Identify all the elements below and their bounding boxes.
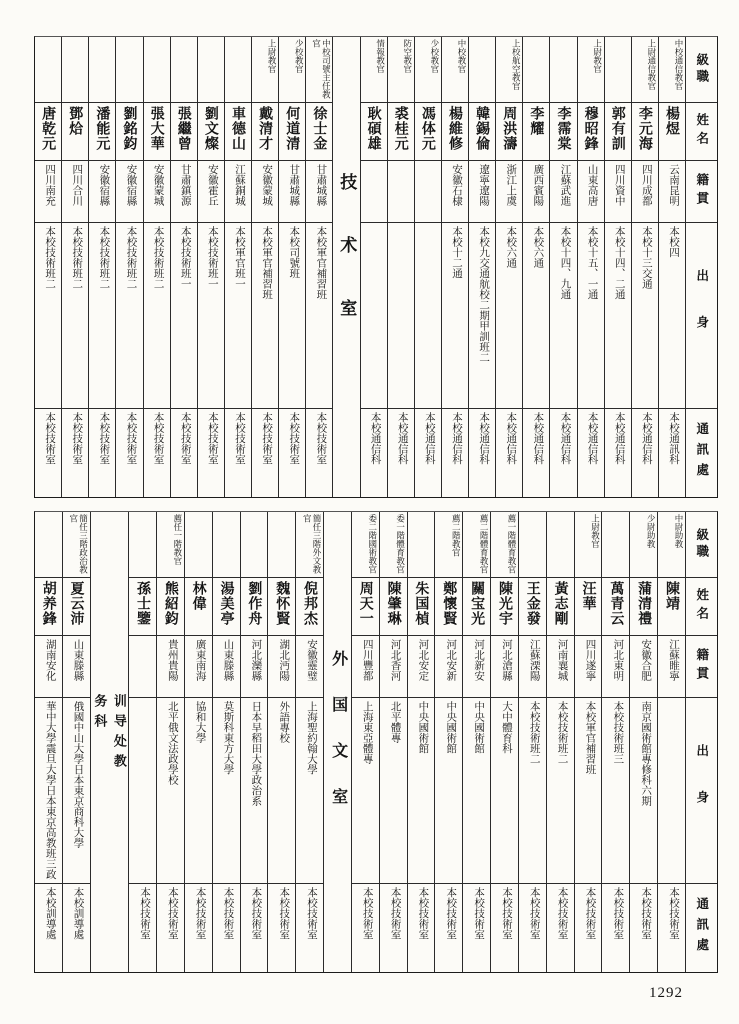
person-address: 本校通信科 (396, 412, 408, 465)
person-rank (519, 512, 546, 578)
person-native-place: 江蘇睢寧 (658, 636, 685, 698)
person-origin: 莫斯科東方大學 (213, 698, 240, 884)
person-address: 本校技術室 (152, 412, 164, 465)
person-rank: 少校教官 (279, 37, 305, 103)
row-label-column (685, 37, 717, 497)
person-address: 本校訓導處 (72, 887, 84, 940)
person-origin: 俄國中山大學日本東京商科大學 (63, 698, 90, 884)
person-name: 鄭懷賢 (435, 578, 462, 636)
person-rank (35, 512, 62, 578)
person-address: 本校技術室 (138, 887, 150, 940)
person-address: 本校技術室 (584, 887, 596, 940)
person-name: 唐乾元 (35, 103, 61, 161)
person-name: 熊紹鈞 (157, 578, 184, 636)
row-label-origin: 出身 (686, 698, 717, 884)
person-address: 本校技術室 (44, 412, 56, 465)
person-native-place: 四川豐都 (352, 636, 379, 698)
person-address: 本校技術室 (250, 887, 262, 940)
person-name: 裘桂元 (388, 103, 414, 161)
person-column (62, 512, 90, 972)
person-column (170, 37, 197, 497)
person-origin: 本校十五、一通 (578, 223, 604, 409)
person-rank: 上尉教官 (252, 37, 278, 103)
person-address: 本校技術室 (222, 887, 234, 940)
row-label-column (685, 512, 717, 972)
person-column (35, 37, 61, 497)
person-column (240, 512, 268, 972)
person-column (184, 512, 212, 972)
person-origin (129, 698, 156, 884)
person-column (604, 37, 631, 497)
person-native-place: 江蘇銅城 (225, 161, 251, 223)
person-column (351, 512, 379, 972)
person-address: 本校技術室 (500, 887, 512, 940)
person-address: 本校通信科 (505, 412, 517, 465)
row-label-name: 姓名 (686, 103, 717, 161)
person-name: 張大華 (144, 103, 170, 161)
person-native-place: 安徽合肥 (630, 636, 657, 698)
person-column (490, 512, 518, 972)
person-column (278, 37, 305, 497)
person-column (88, 37, 115, 497)
person-column (156, 512, 184, 972)
person-origin: 日本早稻田大學政治系 (241, 698, 268, 884)
person-rank (62, 37, 88, 103)
person-origin: 本校技術班一 (198, 223, 224, 409)
person-column (295, 512, 323, 972)
person-column (128, 512, 156, 972)
person-native-place: 安徽霍丘 (198, 161, 224, 223)
person-name: 魏怀賢 (268, 578, 295, 636)
person-origin: 南京國術館專修科六期 (630, 698, 657, 884)
person-rank (469, 37, 495, 103)
person-name: 鄧烚 (62, 103, 88, 161)
person-name: 倪邦杰 (296, 578, 323, 636)
person-rank: 簡任三階外文教官 (296, 512, 323, 578)
person-origin: 本校技術班三 (602, 698, 629, 884)
page-number: 1292 (649, 985, 683, 1001)
person-origin (388, 223, 414, 409)
person-name: 郭有訓 (605, 103, 631, 161)
person-rank (35, 37, 61, 103)
person-origin (361, 223, 387, 409)
person-rank (116, 37, 142, 103)
person-name: 車德山 (225, 103, 251, 161)
person-column (601, 512, 629, 972)
personnel-table-jishushi (34, 36, 718, 498)
person-column (305, 37, 332, 497)
person-name: 徐士金 (306, 103, 332, 161)
person-column (387, 37, 414, 497)
person-rank: 上尉教官 (575, 512, 602, 578)
person-origin: 中央國術館 (408, 698, 435, 884)
person-rank: 簡任三階政治教官 (63, 512, 90, 578)
person-native-place: 廣東南海 (185, 636, 212, 698)
person-native-place: 河北安定 (408, 636, 435, 698)
person-native-place: 河北東明 (602, 636, 629, 698)
person-name: 陳靖 (658, 578, 685, 636)
person-address: 本校技術室 (234, 412, 245, 465)
person-origin: 本校技術班二 (89, 223, 115, 409)
person-native-place: 四川資中 (605, 161, 631, 223)
section-label-column (323, 512, 351, 972)
person-origin: 本校技術班二 (547, 698, 574, 884)
person-rank (605, 37, 631, 103)
section-label: 外国文室 (329, 650, 347, 834)
person-native-place (129, 636, 156, 698)
person-name: 汪華 (575, 578, 602, 636)
row-label-comm: 通訊處 (694, 422, 709, 484)
person-rank (213, 512, 240, 578)
person-native-place: 河北新安 (463, 636, 490, 698)
person-column (518, 512, 546, 972)
person-native-place (361, 161, 387, 223)
person-column (631, 37, 658, 497)
person-rank: 中校司號主任教官 (306, 37, 332, 103)
person-address: 本校技術室 (98, 412, 110, 465)
person-column (267, 512, 295, 972)
person-column (434, 512, 462, 972)
person-address: 本校技術室 (556, 887, 568, 940)
person-address: 本校技術室 (445, 887, 457, 940)
person-rank (547, 512, 574, 578)
person-address: 本校技術室 (179, 412, 191, 465)
person-name: 戴清才 (252, 103, 278, 161)
person-native-place: 河北安新 (435, 636, 462, 698)
person-rank: 薦二階教官 (435, 512, 462, 578)
person-native-place: 云南昆明 (659, 161, 685, 223)
person-origin: 外語專校 (268, 698, 295, 884)
person-origin: 北平俄文法政學校 (157, 698, 184, 884)
person-rank (225, 37, 251, 103)
person-origin: 本校技術班一 (171, 223, 197, 409)
person-origin: 本校技術班二 (62, 223, 88, 409)
person-origin: 協和大學 (185, 698, 212, 884)
person-name: 夏云沛 (63, 578, 90, 636)
person-address: 本校通信科 (478, 412, 490, 465)
person-address: 本校技術室 (315, 412, 327, 465)
person-address: 本校通訊科 (668, 412, 679, 465)
person-column (522, 37, 549, 497)
row-label-rank: 級職 (686, 37, 717, 103)
person-name: 萬青云 (602, 578, 629, 636)
person-native-place: 江蘇溧陽 (519, 636, 546, 698)
row-label-native: 籍貫 (686, 636, 717, 698)
row-label-name: 姓名 (686, 578, 717, 636)
person-origin: 本校技術班二 (519, 698, 546, 884)
person-origin: 大中體育科 (491, 698, 518, 884)
person-address: 本校通信科 (586, 412, 598, 465)
person-native-place: 四川合川 (62, 161, 88, 223)
person-origin: 本校技術班二 (144, 223, 170, 409)
person-native-place: 安徽石棣 (442, 161, 468, 223)
person-origin: 本校六通 (523, 223, 549, 409)
person-name: 黃志剛 (547, 578, 574, 636)
person-name: 朱国楨 (408, 578, 435, 636)
section-label: 训导处教务科 (92, 694, 127, 774)
person-name: 陳光宇 (491, 578, 518, 636)
person-column (197, 37, 224, 497)
person-name: 劉銘鈞 (116, 103, 142, 161)
person-origin: 本校技術班二 (35, 223, 61, 409)
person-rank (198, 37, 224, 103)
person-native-place: 四川南充 (35, 161, 61, 223)
person-name: 何道清 (279, 103, 305, 161)
person-address: 本校技術室 (278, 887, 290, 940)
person-native-place: 浙江上虞 (496, 161, 522, 223)
person-name: 耿碩雄 (361, 103, 387, 161)
person-native-place: 江蘇武進 (550, 161, 576, 223)
person-rank: 薦二階體育教官 (463, 512, 490, 578)
person-address: 本校技術室 (261, 412, 273, 465)
person-rank (185, 512, 212, 578)
person-native-place: 河北灤縣 (241, 636, 268, 698)
person-address: 本校技術室 (306, 887, 318, 940)
person-name: 李耀 (523, 103, 549, 161)
person-rank: 上尉通信教官 (632, 37, 658, 103)
person-rank: 委一階體育教官 (380, 512, 407, 578)
person-name: 楊煜 (659, 103, 685, 161)
person-column (407, 512, 435, 972)
person-address: 本校通信科 (613, 412, 625, 465)
person-rank: 委二階國術教官 (352, 512, 379, 578)
person-native-place: 山東滕縣 (63, 636, 90, 698)
person-name: 李元海 (632, 103, 658, 161)
person-address: 本校通信科 (423, 412, 435, 465)
person-address: 本校技術室 (389, 887, 401, 940)
person-address: 本校技術室 (288, 412, 300, 465)
person-rank (523, 37, 549, 103)
person-rank (129, 512, 156, 578)
person-native-place: 湖北沔陽 (268, 636, 295, 698)
person-name: 潘能元 (89, 103, 115, 161)
person-name: 張繼曾 (171, 103, 197, 161)
person-rank (171, 37, 197, 103)
person-address: 本校訓導處 (44, 887, 56, 940)
section-label-column (90, 512, 129, 972)
person-name: 周天一 (352, 578, 379, 636)
person-name: 湯美亭 (213, 578, 240, 636)
person-native-place: 安徽宿縣 (116, 161, 142, 223)
person-name: 關宝光 (463, 578, 490, 636)
person-origin: 上海東亞體專 (352, 698, 379, 884)
person-name: 孫士鑒 (129, 578, 156, 636)
person-column (657, 512, 685, 972)
person-native-place (415, 161, 441, 223)
person-address: 本校技術室 (473, 887, 485, 940)
person-name: 陳肇琳 (380, 578, 407, 636)
person-address: 本校技術室 (125, 412, 137, 465)
person-rank (241, 512, 268, 578)
person-rank: 中校通信教官 (659, 37, 685, 103)
tables-area (34, 36, 718, 986)
person-address: 本校技術室 (361, 887, 373, 940)
person-origin (658, 698, 685, 884)
person-native-place: 安徽靈璧 (296, 636, 323, 698)
person-name: 李霈棠 (550, 103, 576, 161)
person-address: 本校技術室 (194, 887, 206, 940)
person-origin: 本校技術班二 (116, 223, 142, 409)
person-origin: 本校軍官班一 (225, 223, 251, 409)
person-origin: 本校九交通航校二期甲訓班二 (469, 223, 495, 409)
person-column (495, 37, 522, 497)
person-column (61, 37, 88, 497)
person-native-place: 甘肅鎮源 (171, 161, 197, 223)
person-origin: 中央國術館 (463, 698, 490, 884)
person-name: 胡养鋒 (35, 578, 62, 636)
person-rank: 中校教官 (442, 37, 468, 103)
person-name: 周洪濤 (496, 103, 522, 161)
row-label-origin: 出身 (686, 223, 717, 409)
person-address: 本校技術室 (71, 412, 83, 465)
person-column (577, 37, 604, 497)
person-native-place: 安徽宿縣 (89, 161, 115, 223)
person-rank: 少尉助教 (630, 512, 657, 578)
person-column (629, 512, 657, 972)
person-origin: 北平體專 (380, 698, 407, 884)
section-label-column (332, 37, 359, 497)
row-label-comm: 通訊處 (694, 897, 709, 959)
person-rank (89, 37, 115, 103)
person-column (143, 37, 170, 497)
person-origin: 華中大學震旦大學日本東京高教班三政 (35, 698, 62, 884)
person-name: 劉文燦 (198, 103, 224, 161)
person-native-place: 四川成都 (632, 161, 658, 223)
person-origin: 本校十四、九通 (550, 223, 576, 409)
person-native-place: 安徽蒙城 (252, 161, 278, 223)
person-origin: 本校軍官補習班 (575, 698, 602, 884)
person-rank: 中尉助教 (658, 512, 685, 578)
person-native-place (388, 161, 414, 223)
person-native-place: 安徽蒙城 (144, 161, 170, 223)
person-column (212, 512, 240, 972)
person-column (658, 37, 685, 497)
person-name: 馮体元 (415, 103, 441, 161)
person-name: 林偉 (185, 578, 212, 636)
person-rank (550, 37, 576, 103)
person-native-place: 河北香河 (380, 636, 407, 698)
person-rank: 薦任一階教官 (157, 512, 184, 578)
person-name: 王金發 (519, 578, 546, 636)
person-name: 楊維修 (442, 103, 468, 161)
person-column (462, 512, 490, 972)
person-origin: 本校十三交通 (632, 223, 658, 409)
person-address: 本校通信科 (559, 412, 571, 465)
person-name: 劉作舟 (241, 578, 268, 636)
person-origin (415, 223, 441, 409)
person-rank: 上校航空教官 (496, 37, 522, 103)
person-address: 本校技術室 (668, 887, 679, 940)
person-column (224, 37, 251, 497)
person-column (360, 37, 387, 497)
person-column (414, 37, 441, 497)
person-native-place: 湖南安化 (35, 636, 62, 698)
person-origin: 本校十二通 (442, 223, 468, 409)
person-rank (144, 37, 170, 103)
person-native-place: 河南襄城 (547, 636, 574, 698)
person-origin: 本校軍官補習班 (252, 223, 278, 409)
person-rank (602, 512, 629, 578)
person-native-place: 貴州貴陽 (157, 636, 184, 698)
row-label-native: 籍貫 (686, 161, 717, 223)
person-native-place: 河北滄縣 (491, 636, 518, 698)
person-address: 本校通信科 (532, 412, 544, 465)
section-label: 技术室 (337, 172, 357, 362)
person-column (546, 512, 574, 972)
person-rank (268, 512, 295, 578)
person-native-place: 甘肅城縣 (279, 161, 305, 223)
person-origin: 上海聖約翰大學 (296, 698, 323, 884)
person-address: 本校通信科 (640, 412, 652, 465)
person-rank: 情報教官 (361, 37, 387, 103)
person-address: 本校技術室 (640, 887, 652, 940)
person-rank: 上尉教官 (578, 37, 604, 103)
person-rank: 薦一階體育教官 (491, 512, 518, 578)
person-native-place: 山東高唐 (578, 161, 604, 223)
person-native-place: 廣西賓陽 (523, 161, 549, 223)
person-origin: 本校司號班 (279, 223, 305, 409)
person-origin: 本校六通 (496, 223, 522, 409)
person-address: 本校通信科 (369, 412, 381, 465)
person-native-place: 甘肅城縣 (306, 161, 332, 223)
person-name: 蒲清禮 (630, 578, 657, 636)
person-address: 本校技術室 (528, 887, 540, 940)
person-column (115, 37, 142, 497)
person-address: 本校技術室 (206, 412, 218, 465)
personnel-table-waiguowenshi (34, 511, 718, 973)
person-origin: 中央國術館 (435, 698, 462, 884)
person-address: 本校技術室 (612, 887, 624, 940)
person-column (251, 37, 278, 497)
person-column (468, 37, 495, 497)
person-origin: 本校軍官補習班 (306, 223, 332, 409)
person-name: 穆昭鋒 (578, 103, 604, 161)
person-name: 韓錫倫 (469, 103, 495, 161)
person-origin: 本校四 (659, 223, 685, 409)
row-label-rank: 級職 (686, 512, 717, 578)
person-column (574, 512, 602, 972)
person-column (549, 37, 576, 497)
person-origin: 本校十四、二通 (605, 223, 631, 409)
person-native-place: 四川遂寧 (575, 636, 602, 698)
person-native-place: 山東滕縣 (213, 636, 240, 698)
person-native-place: 遼寧遼陽 (469, 161, 495, 223)
person-address: 本校技術室 (417, 887, 429, 940)
person-column (379, 512, 407, 972)
person-rank: 防空教官 (388, 37, 414, 103)
person-rank: 少校教官 (415, 37, 441, 103)
person-column (35, 512, 62, 972)
person-address: 本校通信科 (451, 412, 462, 465)
person-column (441, 37, 468, 497)
person-rank (408, 512, 435, 578)
person-address: 本校技術室 (166, 887, 178, 940)
